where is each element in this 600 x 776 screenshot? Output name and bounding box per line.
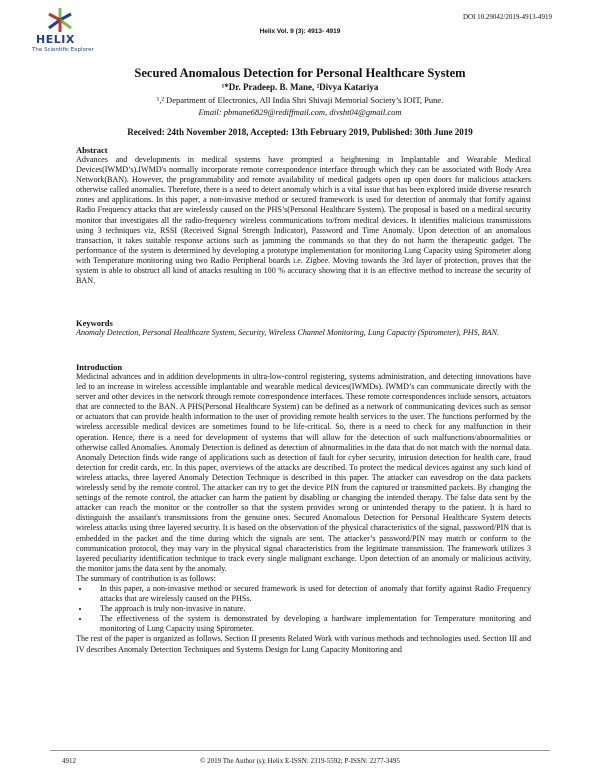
abstract-text: Advances and developments in medical systems have prompted a heightening in Implantable and Wearable Medical Devices(IWMD’s).IWMD's normally incorporate remote correspondence interface through which they can be associated with Body Area Network(BAN). However, the programmability and remote availability of medical gadgets open up open doors for malicious attackers otherwise called anomalies. Therefore, there is a need to detect anomaly which is a vital issue that has been explored inside diverse research zones and applications. In this paper, a non-invasive method or secured framework is used for detection of anomaly that fortify against Radio Frequency attacks that are wirelessly caused on the PHS’s(Personal Healthcare System). The proposal is based on a medical security monitor that investigates all the radio-frequency wireless communications to/from medical devices. It identifies malicious transmissions using 3 techniques viz, RSSI (Received Signal Strength Indicator), Password and Time Anomaly. Upon detection of an anomalous transaction, it takes suitable response actions such as jamming the commands so that they do not harm the therapeutic gadget. The performance of the system is determined by developing a prototype implementation for monitoring Lung Capacity using Spirometer along with Temperature monitoring using two Radio Peripheral boards i.e. Zigbee. Moving towards the 3rd layer of protection, proves that the system is able to obstruct all kind of attacks resulting in 100 % accuracy showing that it is an effective method to increase the security of BAN. <box>76 155 531 286</box>
logo-wordmark: HELIX <box>36 33 75 46</box>
author-emails: Email: pbmane6829@rediffmail.com, divsht04@gmail.com <box>198 107 402 117</box>
introduction-section <box>76 362 531 655</box>
list-item: • The effectiveness of the system is demonstrated by developing a hardware implementation for Temperature monitoring and monitoring of Lung Capacity using Spirometer. <box>90 614 531 634</box>
contribution-lead: The summary of contribution is as follows: <box>76 573 216 583</box>
doi: DOI 10.29042/2019-4913-4919 <box>462 13 552 21</box>
keywords-text: Anomaly Detection, Personal Healthcare System, Security, Wireless Channel Monitoring, Lung Capacity (Spirometer), PHS, BAN. <box>76 328 500 337</box>
authors: ¹*Dr. Pradeep. B. Mane, ²Divya Katariya <box>221 82 379 92</box>
publication-dates: Received: 24th November 2018, Accepted: 13th February 2019, Published: 30th June 2019 <box>127 127 473 137</box>
contribution-list <box>76 584 531 634</box>
affiliation: ¹,² Department of Electronics, All India Shri Shivaji Memorial Society’s IOIT, Pune. <box>156 95 444 105</box>
introduction-text: Medicinal advances and in addition developments in ultra-low-control registering, systems administration, and detecting innovations have led to an increase in wireless accessible implantable and wearable medical devices(IWMDs). IWMD’s can communicate directly with the server and other devices in the network through remote correspondence interfaces. These remote correspondences include sensors, actuators that are connected to the BAN. A PHS(Personal Healthcare System) can be defined as a network of communicating devices such as sensor or actuators that can provide health information to the user of providing remote health services to the user. The functions performed by the wireless accessible medical devices are sometimes found to be life-critical. So, there is a need to check for any malfunction in their operation. Hence, there is a need for development of systems that will allow for the detection of such malfunctions/abnormalities or otherwise called Anomalies. Anomaly Detection is defined as detection of abnormalities in the data that do not match with the normal data. Anomaly Detection finds wide range of applications such as detection of fault for cyber security, intrusion detection for health care, fraud detection for credit cards, etc. In this paper, overviews of the attacks are described. To protect the medical devices against any such kind of wireless attacks, three layered Anomaly Detection Technique is described in this paper. The attacker can eavesdrop on the data packets wirelessly send by the remote control. The attacker can try to get the device PIN from the captured or transmitted packets. By changing the settings of the remote control, the attacker can harm the patient by disabling or changing the intended therapy. The false data sent by the attacker can reach the monitor or the controller so that the system provides wrong or unintended therapy to the patient. It is hard to distinguish the assailant's transmissions from the genuine ones. Secured Anomalous Detection for Personal Healthcare System detects wireless attacks using three layered security. It is based on the observation of the physical characteristics of the signal, password/PIN that is embedded in the packet and the time during which the signals are sent. The attacker’s password/PIN may match or conform to the communication protocol, they may vary in the physical signal characteristics from the legitimate transmission. The framework utilizes 3 layered peculiarity identification technique to track every single malignant exchange. Upon detection of an anomaly or malicious activity, the monitor jams the data sent by the anomaly. <box>76 372 531 573</box>
logo-tagline: The Scientific Explorer <box>32 47 94 53</box>
introduction-heading: Introduction <box>76 362 123 372</box>
footer-copyright: © 2019 The Author (s); Helix E-ISSN: 2319-5592; P-ISSN: 2277-3495 <box>200 757 400 765</box>
abstract-section <box>76 145 531 286</box>
footer-divider <box>50 750 550 751</box>
page-number: 4912 <box>62 757 76 765</box>
journal-citation: Helix Vol. 9 (3): 4913- 4919 <box>259 28 341 35</box>
abstract-heading: Abstract <box>76 145 108 155</box>
list-item: • In this paper, a non-invasive method or secured framework is used for detection of anomaly that fortify against Radio Frequency attacks that are wirelessly caused on the PHSs. <box>90 584 531 604</box>
list-item: • The approach is truly non-invasive in nature. <box>90 604 531 614</box>
introduction-closing: The rest of the paper is organized as follows. Section II presents Related Work with various methods and technologies used. Section III and IV describes Anomaly Detection Techniques and Systems Design for Lung Capacity Monitoring and <box>76 634 531 654</box>
keywords-section <box>76 318 531 338</box>
keywords-heading: Keywords <box>76 318 113 328</box>
paper-title: Secured Anomalous Detection for Personal Healthcare System <box>134 66 466 80</box>
